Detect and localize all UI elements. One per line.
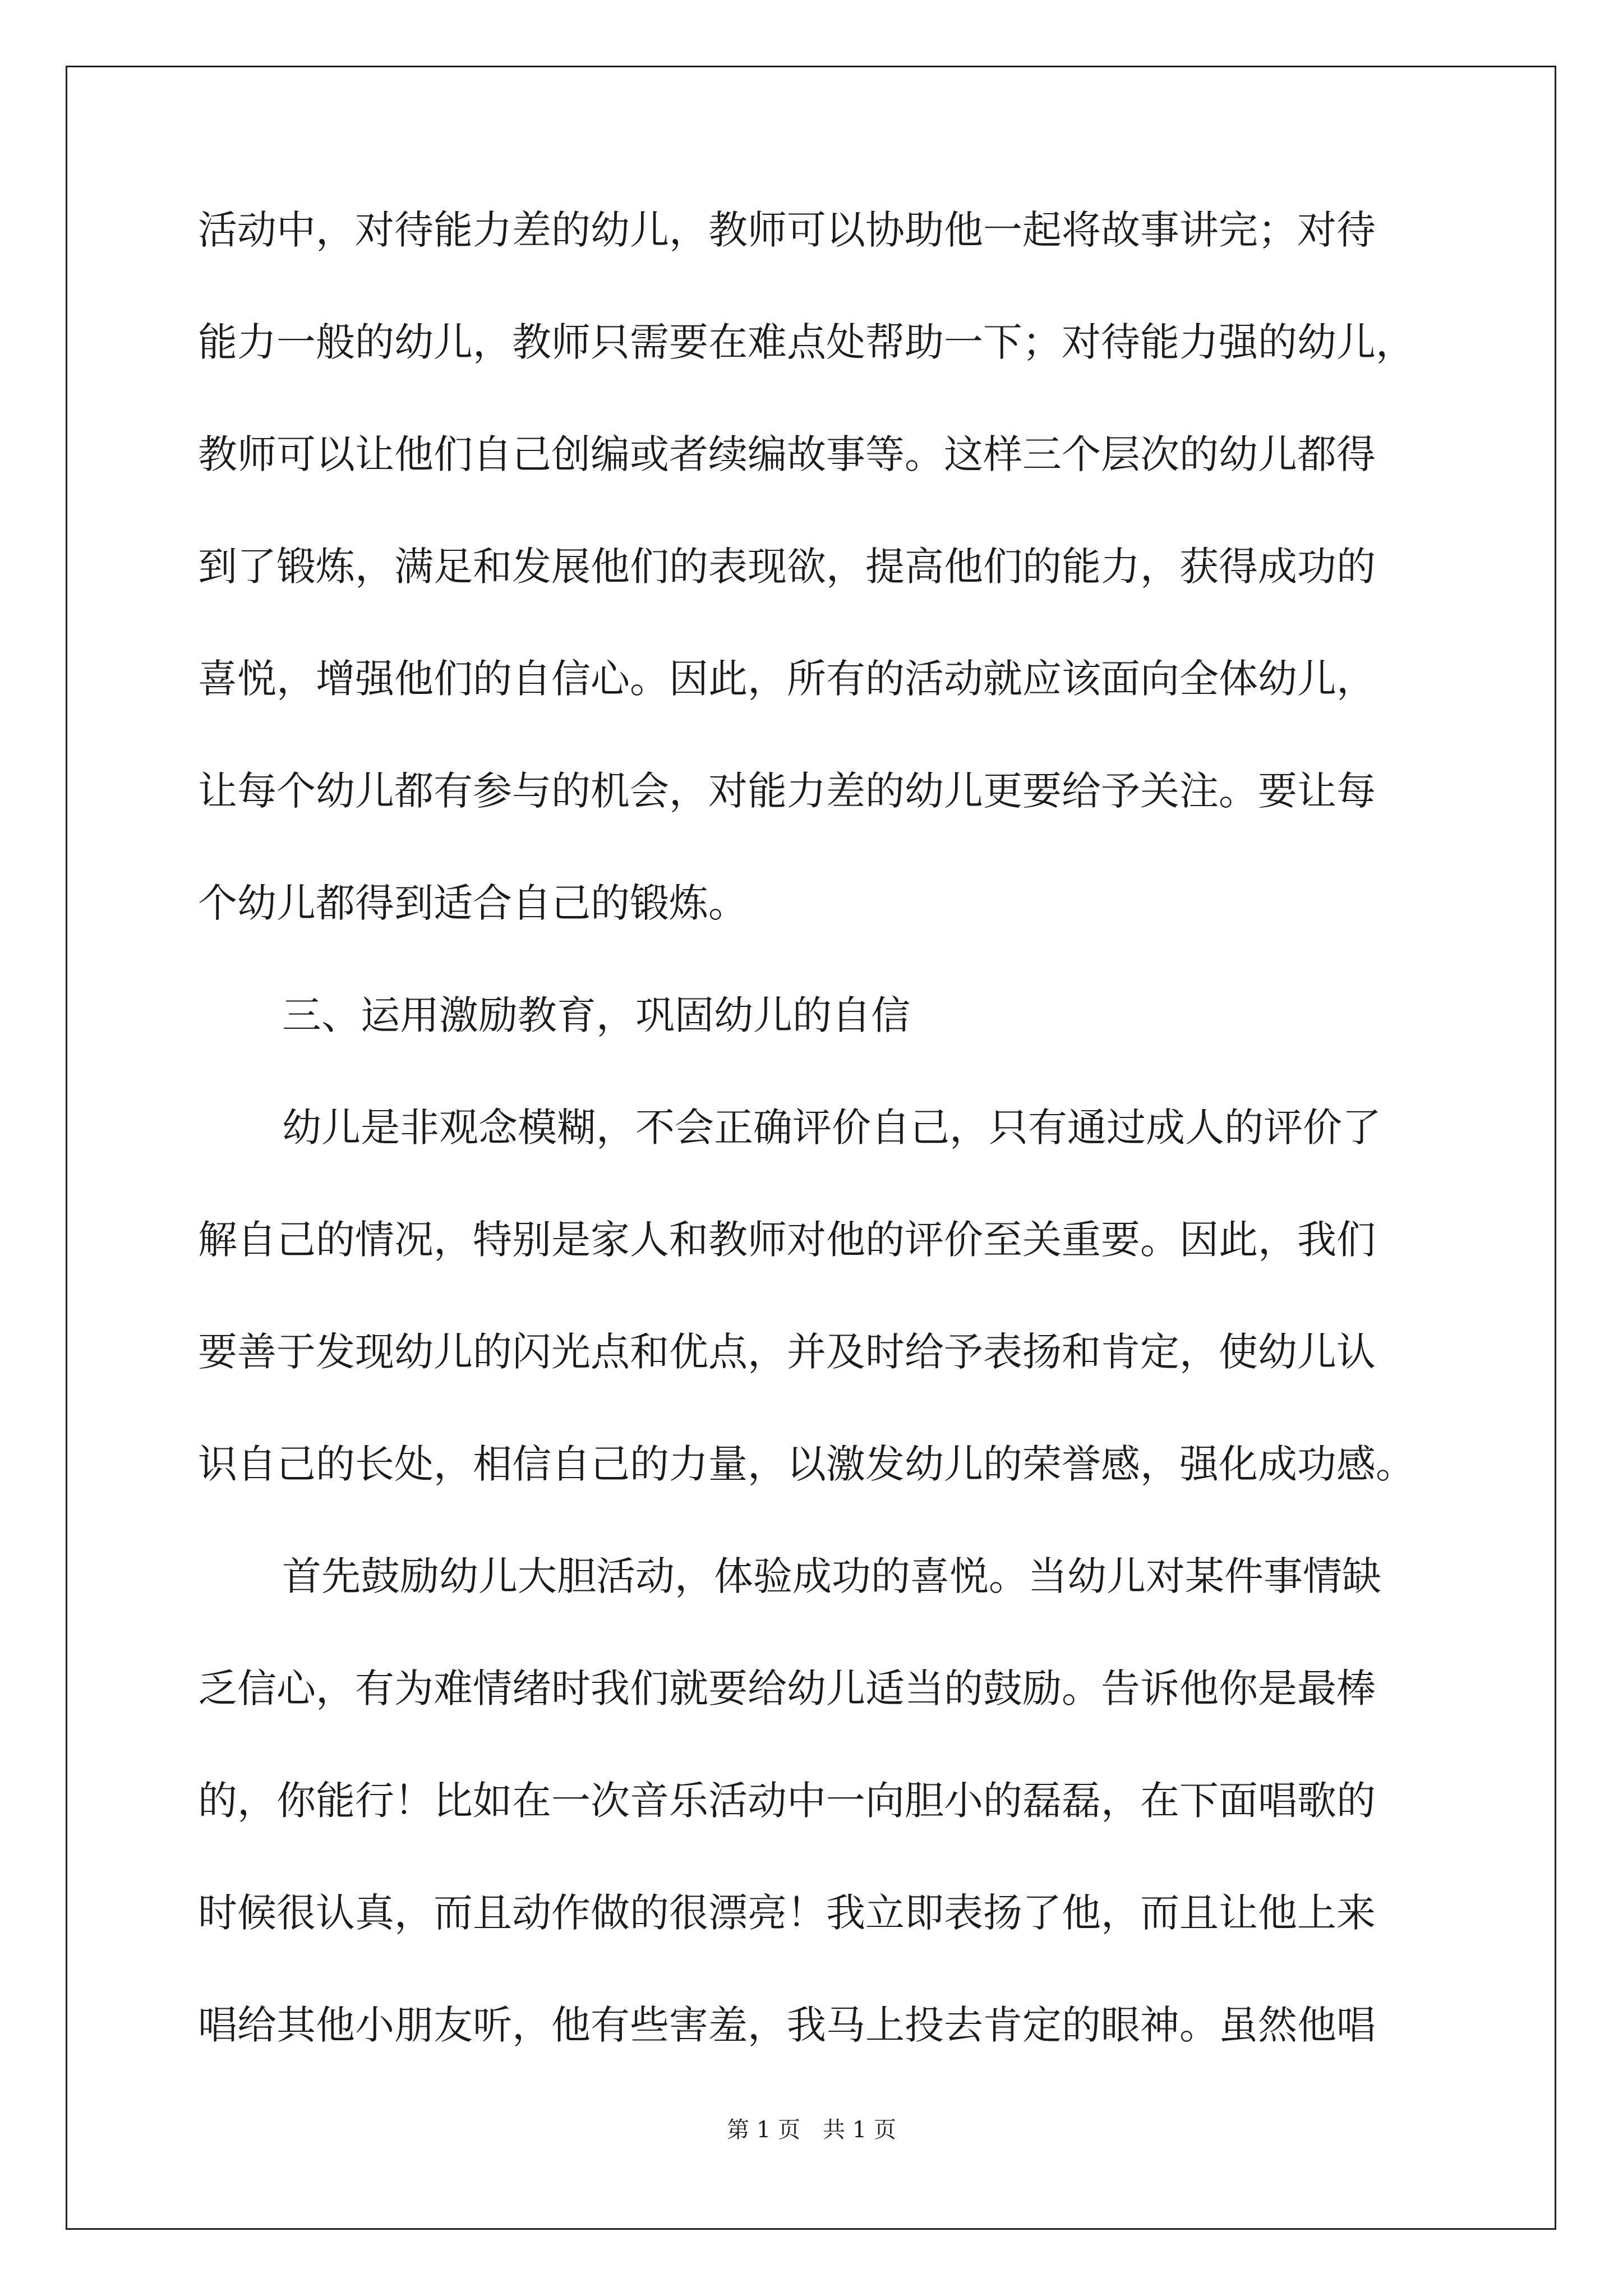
text-line: 能力一般的幼儿，教师只需要在难点处帮助一下；对待能力强的幼儿， xyxy=(198,319,1415,365)
text-line: 乏信心，有为难情绪时我们就要给幼儿适当的鼓励。告诉他你是最棒 xyxy=(198,1665,1376,1711)
section-heading: 三、运用激励教育，巩固幼儿的自信 xyxy=(282,992,910,1038)
text-line: 幼儿是非观念模糊，不会正确评价自己，只有通过成人的评价了 xyxy=(282,1105,1381,1151)
text-line: 教师可以让他们自己创编或者续编故事等。这样三个层次的幼儿都得 xyxy=(198,431,1376,477)
text-line: 的，你能行！比如在一次音乐活动中一向胆小的磊磊，在下面唱歌的 xyxy=(198,1778,1376,1824)
text-line: 个幼儿都得到适合自己的锻炼。 xyxy=(198,880,748,926)
text-line: 要善于发现幼儿的闪光点和优点，并及时给予表扬和肯定，使幼儿认 xyxy=(198,1329,1376,1375)
text-line: 让每个幼儿都有参与的机会，对能力差的幼儿更要给予关注。要让每 xyxy=(198,768,1376,814)
text-line: 唱给其他小朋友听，他有些害羞，我马上投去肯定的眼神。虽然他唱 xyxy=(198,2002,1376,2048)
text-line: 活动中，对待能力差的幼儿，教师可以协助他一起将故事讲完；对待 xyxy=(198,207,1376,253)
text-line: 解自己的情况，特别是家人和教师对他的评价至关重要。因此，我们 xyxy=(198,1217,1376,1263)
text-line: 识自己的长处，相信自己的力量，以激发幼儿的荣誉感，强化成功感。 xyxy=(198,1441,1415,1487)
page-footer: 第 1 页 共 1 页 xyxy=(727,2117,896,2143)
text-line: 首先鼓励幼儿大胆活动，体验成功的喜悦。当幼儿对某件事情缺 xyxy=(282,1553,1381,1599)
text-line: 喜悦，增强他们的自信心。因此，所有的活动就应该面向全体幼儿， xyxy=(198,656,1376,702)
text-line: 到了锻炼，满足和发展他们的表现欲，提高他们的能力，获得成功的 xyxy=(198,544,1376,590)
text-line: 时候很认真，而且动作做的很漂亮！我立即表扬了他，而且让他上来 xyxy=(198,1890,1376,1936)
